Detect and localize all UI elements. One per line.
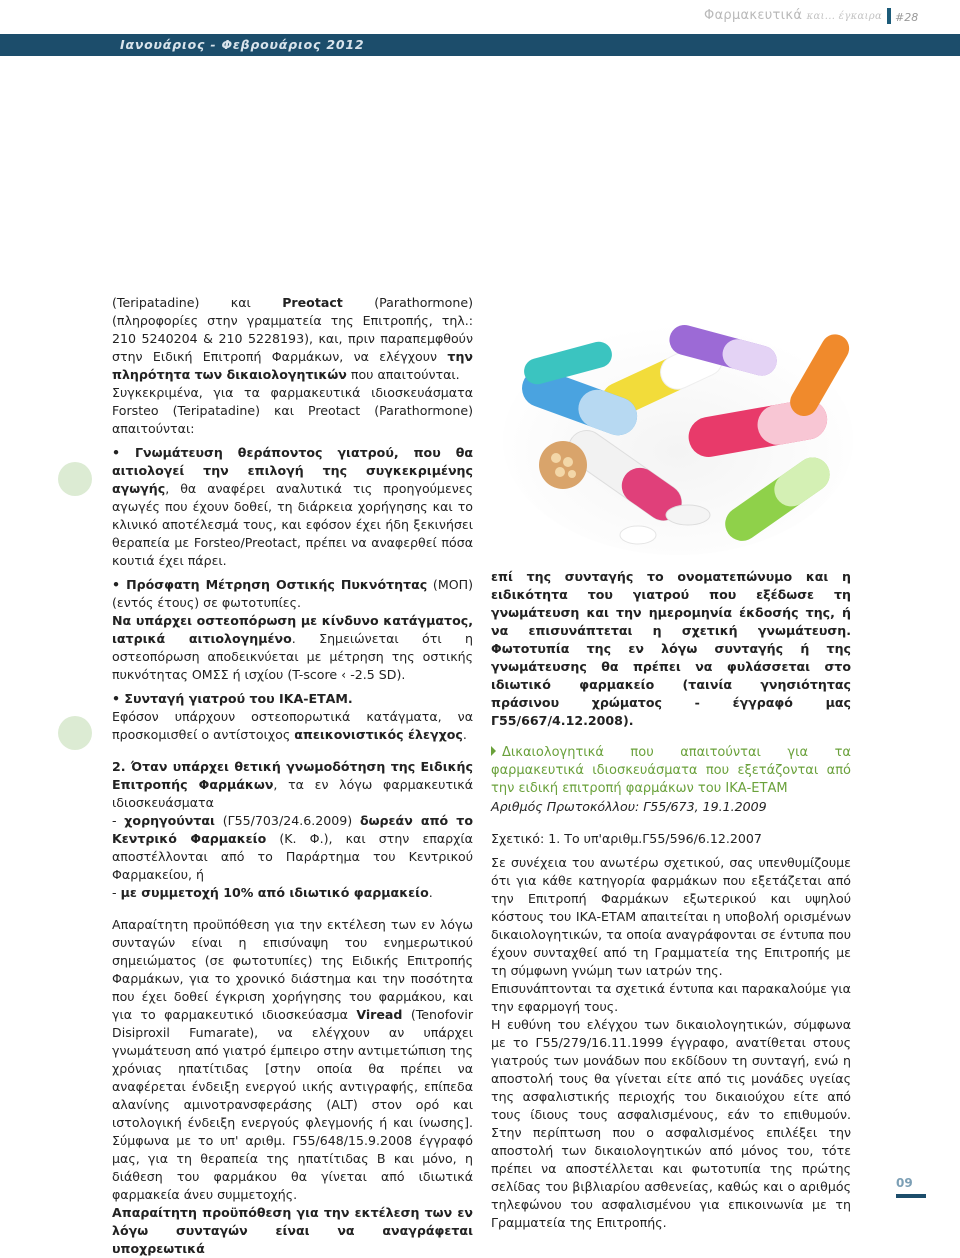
- paragraph: Συγκεκριμένα, για τα φαρμακευτικά ιδιοσκευάσματα Forsteo (Teripatadine) και Preotact (Parathormone) απαιτούνται:: [112, 385, 473, 436]
- bullet-item: • Συνταγή γιατρού του ΙΚΑ-ΕΤΑΜ.: [112, 691, 353, 706]
- decorative-dot: [58, 462, 92, 496]
- arrow-icon: [491, 746, 496, 756]
- paragraph: 2. Όταν υπάρχει θετική γνωμοδότηση της Ειδικής Επιτροπής Φαρμάκων, τα εν λόγω φαρμακευτικά ιδιοσκευάσματα: [112, 759, 474, 810]
- decorative-dot: [58, 716, 92, 750]
- paragraph: επί της συνταγής το ονοματεπώνυμο και η ειδικότητα του γιατρού που εξέδωσε τη γνωμάτευση και την ημερομηνία έκδοσής της, ή να επισυνάπτεται η σχετική γνωμάτευση. Φωτοτυπία της εν λόγω συνταγής ή της γνωμάτευσης θα πρέπει να φυλάσσεται στο ιδιωτικό φαρμακείο (ταινία γνησιότητας πράσινου χρώματος - έγγραφό μας Γ55/667/4.12.2008).: [491, 569, 851, 728]
- magazine-brand: Φαρμακευτικά και... έγκαιρα: [704, 8, 882, 23]
- header-accent-mark: [887, 8, 891, 24]
- paragraph: Εφόσον υπάρχουν οστεοπορωτικά κατάγματα, να προσκομισθεί ο αντίστοιχος απεικονιστικός έλεγχος.: [112, 709, 473, 742]
- paragraph: - χορηγούνται (Γ55/703/24.6.2009) δωρεάν από το Κεντρικό Φαρμακείο (Κ. Φ.), και στην επαρχία αποστέλλονται από το Παράρτημα του Κεντρικού Φαρμακείου, ή: [112, 813, 473, 882]
- date-bar: [0, 34, 960, 56]
- paragraph: Η ευθύνη του ελέγχου των δικαιολογητικών, σύμφωνα με το Γ55/279/16.11.1999 έγγραφο, ανατίθεται στους γιατρούς των μονάδων που εκδίδουν τη συνταγή, ενώ η αποστολή τους θα γίνεται είτε από τις μονάδες υγείας της ασφαλιστικής περιοχής του δικαιούχου είτε από τους ίδιους τους ασφαλισμένους, εάν το επιθυμούν. Στην περίπτωση που ο ασφαλισμένος επιλέξει την αποστολή των δικαιολογητικών από μόνος του, τότε πρέπει να αποστέλλεται και φωτοτυπία της πρώτης σελίδας του βιβλιαρίου ασθενείας, καθώς και ο αριθμός τηλεφώνου του ασφαλισμένου για επικοινωνία με τη Γραμματεία της Επιτροπής.: [491, 1017, 851, 1230]
- paragraph: (Teripatadine) και Preotact (Parathormone) (πληροφορίες στην γραμματεία της Επιτροπής, τηλ.: 210 5240204 & 210 5228193), και, πριν παραπεμφθούν στην Ειδική Επιτροπή Φαρμάκων, να ελέγχουν την πληρότητα των δικαιολογητικών που απαιτούνται.: [112, 295, 473, 382]
- paragraph: - με συμμετοχή 10% από ιδιωτικό φαρμακείο.: [112, 885, 433, 900]
- issue-number: #28: [895, 11, 919, 24]
- bullet-item: • Γνωμάτευση θεράποντος γιατρού, που θα αιτιολογεί την επιλογή της συγκεκριμένης αγωγής, θα αναφέρει αναλυτικά τις προηγούμενες αγωγές που έχουν δοθεί, τη διάρκεια χορήγησης και το κλινικό αποτέλεσμά τους, και εφόσον έχει ήδη ξεκινήσει θεραπεία με Forsteo/Preotact, πρέπει να αναφερθεί πόσα κουτιά έχει πάρει.: [112, 445, 473, 568]
- paragraph: Επισυνάπτονται τα σχετικά έντυπα και παρακαλούμε για την εφαρμογή τους.: [491, 981, 851, 1014]
- paragraph: Απαραίτητη προϋπόθεση για την εκτέλεση των εν λόγω συνταγών είναι η επισύναψη του ενημερωτικού σημειώματος (σε φωτοτυπίες) της Ειδικής Επιτροπής Φαρμάκων, για το χρονικό διάστημα και την ποσότητα που έχει δοθεί έγκριση χορήγησης του φαρμάκου, και για το φαρμακευτικό ιδιοσκεύασμα Viread (Tenofovir Disiproxil Fumarate), να ελέγχουν αν υπάρχει γνωμάτευση από γιατρό έμπειρο στην αντιμετώπιση της χρόνιας ηπατίτιδας [στην οποία θα πρέπει να αναφέρεται ένδειξη ενεργού ιικής αντιγραφής, επίπεδα αλανίνης αμινοτρανσφεράσης (ALT) στον ορό και ιστολογική ένδειξη ενεργούς φλεγμονής ή και ίνωσης]. Σύμφωνα με το υπ' αριθμ. Γ55/648/15.9.2008 έγγραφό μας, για τη θεραπεία της ηπατίτιδας Β και μόνο, η διάθεση του φαρμάκου θα γίνεται από ιδιωτικά φαρμακεία άνευ συμμετοχής.: [112, 917, 474, 1202]
- page-number-underline: [896, 1194, 926, 1198]
- related-reference: Σχετικό: 1. Το υπ'αριθμ.Γ55/596/6.12.2007: [491, 831, 762, 846]
- protocol-number: Αριθμός Πρωτοκόλλου: Γ55/673, 19.1.2009: [491, 799, 767, 814]
- paragraph: Να υπάρχει οστεοπόρωση με κίνδυνο κατάγματος, ιατρικά αιτιολογημένο. Σημειώνεται ότι η οστεοπόρωση αποδεικνύεται με μέτρηση της οστικής πυκνότητας ΟΜΣΣ ή ισχίου (T-score ‹ -2.5 SD).: [112, 613, 473, 682]
- paragraph: Σε συνέχεια του ανωτέρω σχετικού, σας υπενθυμίζουμε ότι για κάθε κατηγορία φαρμάκων που εξετάζεται από την Επιτροπή Φαρμάκων εξωτερικού και υψηλού κόστους του ΙΚΑ-ΕΤΑΜ απαιτείται η υποβολή ορισμένων δικαιολογητικών, τα οποία αναγράφονται σε έντυπα που έχουν συνταχθεί από τη Γραμματεία της Επιτροπής με τη σύμφωνη γνώμη των ιατρών της.: [491, 855, 851, 978]
- pills-illustration: [488, 290, 858, 560]
- section-heading: Δικαιολογητικά που απαιτούνται για τα φαρμακευτικά ιδιοσκευάσματα που εξετάζονται από την ειδική επιτροπή φαρμάκων του ΙΚΑ-ΕΤΑΜ: [491, 745, 851, 796]
- page-number: 09: [896, 1176, 913, 1190]
- right-column: [491, 568, 851, 1232]
- date-label: Ιανουάριος - Φεβρουάριος 2012: [120, 37, 365, 52]
- bullet-item: • Πρόσφατη Μέτρηση Οστικής Πυκνότητας (ΜΟΠ) (εντός έτους) σε φωτοτυπίες.: [112, 577, 473, 610]
- left-column: [112, 294, 473, 1258]
- paragraph: Απαραίτητη προϋπόθεση για την εκτέλεση των εν λόγω συνταγών είναι να αναγράφεται υποχρεωτικά: [112, 1205, 473, 1256]
